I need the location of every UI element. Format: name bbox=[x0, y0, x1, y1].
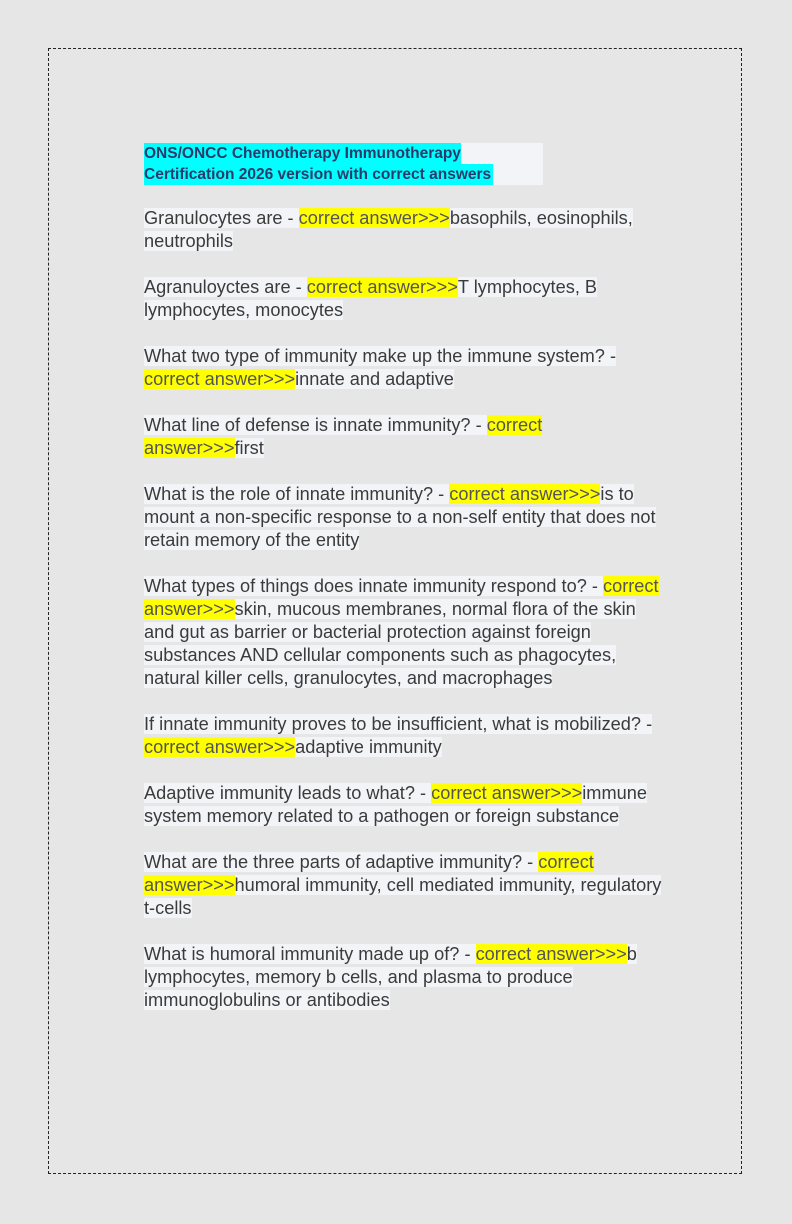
correct-answer-marker: correct answer>>> bbox=[475, 944, 627, 964]
qa-item bbox=[144, 276, 664, 322]
qa-item bbox=[144, 851, 664, 920]
question-text: If innate immunity proves to be insufficient, what is mobilized? bbox=[144, 714, 642, 734]
correct-answer-marker: correct answer>>> bbox=[144, 369, 296, 389]
question-text: What two type of immunity make up the immune system? bbox=[144, 346, 605, 366]
question-text: What is humoral immunity made up of? bbox=[144, 944, 460, 964]
title-background bbox=[144, 143, 543, 185]
answer-text: is to mount a non-specific response to a non-self entity that does not retain memory of the entity bbox=[144, 484, 656, 550]
qa-item bbox=[144, 713, 664, 759]
answer-text: adaptive immunity bbox=[295, 737, 442, 757]
answer-text: b lymphocytes, memory b cells, and plasma to produce immunoglobulins or antibodies bbox=[144, 944, 637, 1010]
answer-text: T lymphocytes, B lymphocytes, monocytes bbox=[144, 277, 598, 320]
title-line-1: ONS/ONCC Chemotherapy Immunotherapy bbox=[144, 145, 461, 162]
answer-text: first bbox=[234, 438, 264, 458]
qa-item bbox=[144, 207, 664, 253]
correct-answer-marker: correct answer>>> bbox=[144, 852, 594, 895]
question-text: What is the role of innate immunity? bbox=[144, 484, 434, 504]
question-text: Granulocytes are bbox=[144, 208, 283, 228]
answer-text: basophils, eosinophils, neutrophils bbox=[144, 208, 633, 251]
correct-answer-marker: correct answer>>> bbox=[144, 415, 543, 458]
correct-answer-marker: correct answer>>> bbox=[306, 277, 458, 297]
document-title bbox=[144, 143, 664, 185]
separator: - bbox=[433, 484, 450, 504]
qa-item bbox=[144, 414, 664, 460]
qa-list bbox=[144, 207, 664, 1012]
question-text: Adaptive immunity leads to what? bbox=[144, 783, 415, 803]
correct-answer-marker: correct answer>>> bbox=[431, 783, 583, 803]
question-text: What types of things does innate immunity respond to? bbox=[144, 576, 587, 596]
qa-item bbox=[144, 575, 664, 690]
separator: - bbox=[604, 346, 617, 366]
separator: - bbox=[459, 944, 476, 964]
separator: - bbox=[414, 783, 432, 803]
correct-answer-marker: correct answer>>> bbox=[298, 208, 450, 228]
answer-text: innate and adaptive bbox=[295, 369, 454, 389]
answer-text: skin, mucous membranes, normal flora of the skin and gut as barrier or bacterial protection against foreign substances AND cellular components such as phagocytes, natural killer cells, granulocytes, and macrophages bbox=[144, 599, 636, 688]
question-text: What line of defense is innate immunity? bbox=[144, 415, 471, 435]
answer-text: immune system memory related to a pathogen or foreign substance bbox=[144, 783, 647, 826]
question-text: Agranuloyctes are bbox=[144, 277, 291, 297]
document-body bbox=[144, 143, 664, 1035]
separator: - bbox=[586, 576, 603, 596]
correct-answer-marker: correct answer>>> bbox=[144, 737, 296, 757]
qa-item bbox=[144, 782, 664, 828]
qa-item bbox=[144, 345, 664, 391]
qa-item bbox=[144, 943, 664, 1012]
qa-item bbox=[144, 483, 664, 552]
answer-text: humoral immunity, cell mediated immunity, regulatory t-cells bbox=[144, 875, 662, 918]
separator: - bbox=[290, 277, 307, 297]
title-line-2: Certification 2026 version with correct answers bbox=[144, 166, 492, 183]
correct-answer-marker: correct answer>>> bbox=[144, 576, 659, 619]
correct-answer-marker: correct answer>>> bbox=[449, 484, 601, 504]
question-text: What are the three parts of adaptive immunity? bbox=[144, 852, 523, 872]
separator: - bbox=[522, 852, 539, 872]
separator: - bbox=[641, 714, 653, 734]
separator: - bbox=[470, 415, 487, 435]
separator: - bbox=[282, 208, 299, 228]
